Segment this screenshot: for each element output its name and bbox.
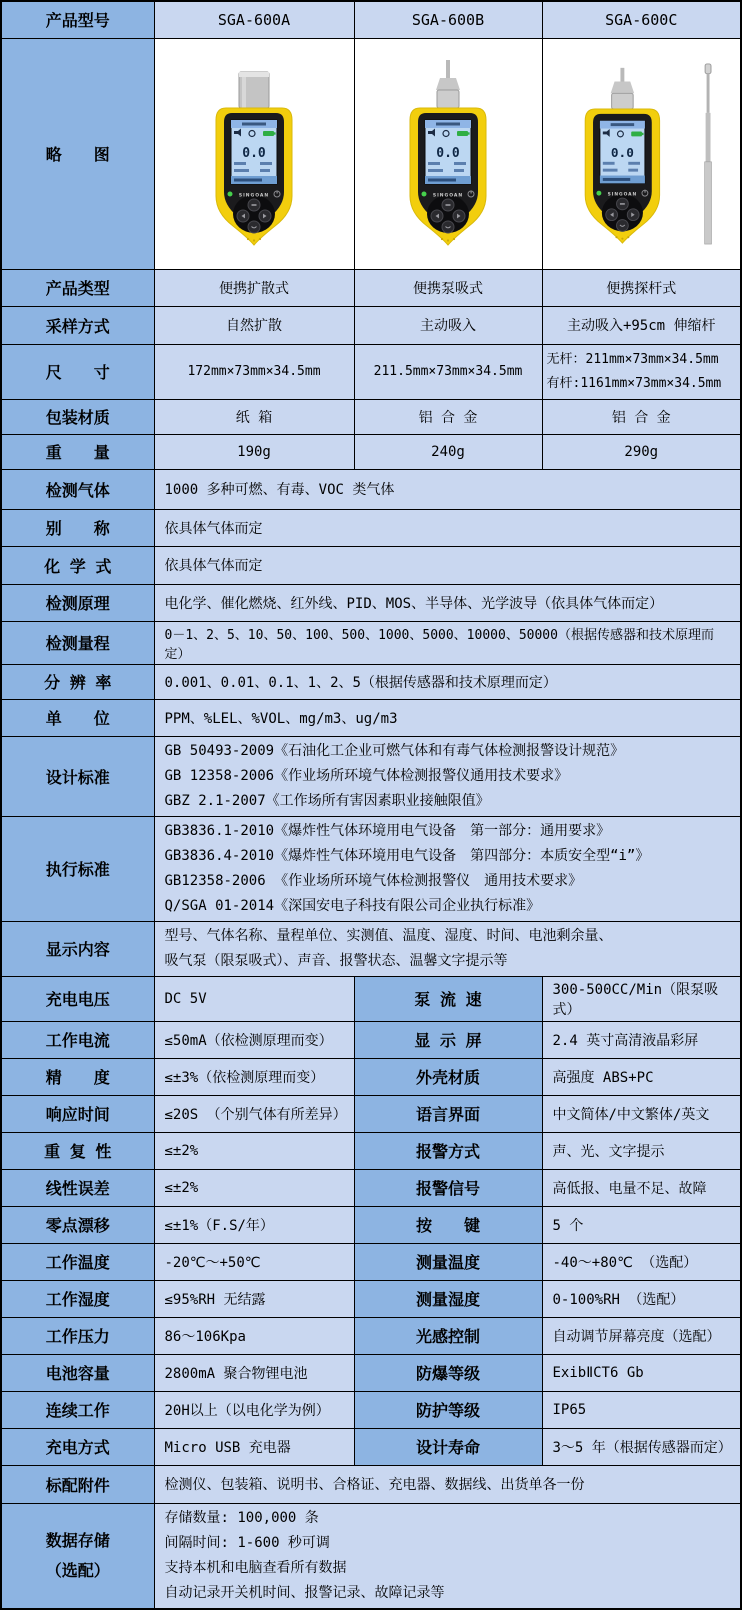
table-row-product-type <box>1 269 741 306</box>
table-row-formula <box>1 546 741 584</box>
photo-cell-sga-600a <box>154 38 354 269</box>
table-row-data-storage <box>1 1503 741 1609</box>
cell-value: 铝 合 金 <box>542 399 741 434</box>
brand-text: SINGOAN <box>238 193 270 198</box>
table-row-spec <box>1 976 741 1021</box>
row-label: 线性误差 <box>1 1169 154 1206</box>
cell-value: 1000 多种可燃、有毒、VOC 类气体 <box>154 469 741 509</box>
row-label: 数据存储 （选配） <box>1 1503 154 1609</box>
row-label: 语言界面 <box>354 1095 542 1132</box>
table-row-gases <box>1 469 741 509</box>
row-label: 防爆等级 <box>354 1354 542 1391</box>
table-row-header <box>1 1 741 38</box>
row-label: 检测量程 <box>1 621 154 664</box>
row-label: 充电电压 <box>1 976 154 1021</box>
cell-value: ExibⅡCT6 Gb <box>542 1354 741 1391</box>
cell-value: 高低报、电量不足、故障 <box>542 1169 741 1206</box>
row-label: 分 辨 率 <box>1 664 154 699</box>
cell-value: -40～+80℃ （选配） <box>542 1243 741 1280</box>
table-row-exec-standards <box>1 816 741 921</box>
cell-value: 0－1、2、5、10、50、100、500、1000、5000、10000、50000（根据传感器和技术原理而定） <box>154 621 741 664</box>
cell-value: 86～106Kpa <box>154 1317 354 1354</box>
device-photo-sga-600b <box>355 58 541 250</box>
model-name-sga-600c: SGA-600C <box>542 1 741 38</box>
telescopic-rod <box>705 63 712 243</box>
row-label: 别 称 <box>1 509 154 546</box>
cell-value: 190g <box>154 434 354 469</box>
table-row-spec <box>1 1243 741 1280</box>
table-row-spec <box>1 1095 741 1132</box>
pump-probe <box>621 67 625 81</box>
brand-text: SINGOAN <box>607 192 638 198</box>
row-label: 采样方式 <box>1 306 154 344</box>
cell-value: 电化学、催化燃烧、红外线、PID、MOS、半导体、光学波导（依具体气体而定） <box>154 584 741 621</box>
row-label: 设计寿命 <box>354 1428 542 1465</box>
table-row-accessories <box>1 1465 741 1503</box>
row-label: 标配附件 <box>1 1465 154 1503</box>
row-label: 充电方式 <box>1 1428 154 1465</box>
header-label: 产品型号 <box>1 1 154 38</box>
device-photo-sga-600c <box>548 58 734 250</box>
cell-value: ≤95%RH 无结露 <box>154 1280 354 1317</box>
table-row-spec <box>1 1428 741 1465</box>
cell-value: 290g <box>542 434 741 469</box>
cell-value: 高强度 ABS+PC <box>542 1058 741 1095</box>
lcd-reading: 0.0 <box>436 145 460 161</box>
cell-value: 0-100%RH （选配） <box>542 1280 741 1317</box>
cell-value: 便携扩散式 <box>154 269 354 306</box>
table-row-packaging <box>1 399 741 434</box>
cell-value: 172mm×73mm×34.5mm <box>154 344 354 399</box>
row-label: 外壳材质 <box>354 1058 542 1095</box>
table-row-sketch <box>1 38 741 269</box>
row-label: 工作温度 <box>1 1243 154 1280</box>
cell-value: 自然扩散 <box>154 306 354 344</box>
pump-probe <box>446 60 450 78</box>
row-label: 检测气体 <box>1 469 154 509</box>
cell-value: 便携探杆式 <box>542 269 741 306</box>
sketch-label: 略 图 <box>1 38 154 269</box>
cell-value: 依具体气体而定 <box>154 546 741 584</box>
cell-value: 检测仪、包装箱、说明书、合格证、充电器、数据线、出货单各一份 <box>154 1465 741 1503</box>
table-row-units <box>1 699 741 736</box>
cell-value: -20℃～+50℃ <box>154 1243 354 1280</box>
cell-value: 型号、气体名称、量程单位、实测值、温度、湿度、时间、电池剩余量、 吸气泵（限泵吸式）、声音、报警状态、温馨文字提示等 <box>154 921 741 976</box>
row-label: 检测原理 <box>1 584 154 621</box>
cell-value: 主动吸入+95cm 伸缩杆 <box>542 306 741 344</box>
cell-value: 铝 合 金 <box>354 399 542 434</box>
row-label: 测量温度 <box>354 1243 542 1280</box>
table-row-spec <box>1 1169 741 1206</box>
table-row-resolution <box>1 664 741 699</box>
cell-value: 20H以上（以电化学为例） <box>154 1391 354 1428</box>
row-label: 产品类型 <box>1 269 154 306</box>
cell-value: 2800mA 聚合物锂电池 <box>154 1354 354 1391</box>
cell-value: 5 个 <box>542 1206 741 1243</box>
cell-value: 2.4 英寸高清液晶彩屏 <box>542 1021 741 1058</box>
row-label: 光感控制 <box>354 1317 542 1354</box>
row-label: 工作压力 <box>1 1317 154 1354</box>
table-row-spec <box>1 1354 741 1391</box>
row-label: 按 键 <box>354 1206 542 1243</box>
table-row-display-content <box>1 921 741 976</box>
row-label: 包装材质 <box>1 399 154 434</box>
cell-value: 3～5 年（根据传感器而定） <box>542 1428 741 1465</box>
photo-cell-sga-600c <box>542 38 741 269</box>
cell-value: 依具体气体而定 <box>154 509 741 546</box>
cell-value: ≤±1%（F.S/年） <box>154 1206 354 1243</box>
cell-value: 240g <box>354 434 542 469</box>
brand-text: SINGOAN <box>432 193 464 198</box>
model-name-sga-600b: SGA-600B <box>354 1 542 38</box>
lcd-reading: 0.0 <box>242 145 266 161</box>
cell-value: 主动吸入 <box>354 306 542 344</box>
row-label: 响应时间 <box>1 1095 154 1132</box>
row-label: 工作电流 <box>1 1021 154 1058</box>
photo-cell-sga-600b <box>354 38 542 269</box>
cell-value: DC 5V <box>154 976 354 1021</box>
row-label: 工作湿度 <box>1 1280 154 1317</box>
table-row-spec <box>1 1391 741 1428</box>
row-label: 重 复 性 <box>1 1132 154 1169</box>
row-label: 执行标准 <box>1 816 154 921</box>
row-label: 连续工作 <box>1 1391 154 1428</box>
cell-value: IP65 <box>542 1391 741 1428</box>
cell-value: 纸 箱 <box>154 399 354 434</box>
table-row-design-standards <box>1 736 741 816</box>
row-label: 泵 流 速 <box>354 976 542 1021</box>
row-label: 重 量 <box>1 434 154 469</box>
cell-value: ≤20S （个别气体有所差异） <box>154 1095 354 1132</box>
cell-value: ≤±2% <box>154 1169 354 1206</box>
cell-value: ≤±2% <box>154 1132 354 1169</box>
row-label: 设计标准 <box>1 736 154 816</box>
row-label: 报警信号 <box>354 1169 542 1206</box>
row-label: 电池容量 <box>1 1354 154 1391</box>
row-label: 报警方式 <box>354 1132 542 1169</box>
table-row-spec <box>1 1206 741 1243</box>
cell-value: Micro USB 充电器 <box>154 1428 354 1465</box>
table-row-weight <box>1 434 741 469</box>
cell-value: 自动调节屏幕亮度（选配） <box>542 1317 741 1354</box>
cell-value: GB 50493-2009《石油化工企业可燃气体和有毒气体检测报警设计规范》 GB 12358-2006《作业场所环境气体检测报警仪通用技术要求》 GBZ 2.1-2007《工作场所有害因素职业接触限值》 <box>154 736 741 816</box>
cell-value: 便携泵吸式 <box>354 269 542 306</box>
row-label: 尺 寸 <box>1 344 154 399</box>
table-row-dimensions <box>1 344 741 399</box>
table-row-sampling <box>1 306 741 344</box>
cell-value: 存储数量: 100,000 条 间隔时间: 1-600 秒可调 支持本机和电脑查看所有数据 自动记录开关机时间、报警记录、故障记录等 <box>154 1503 741 1609</box>
row-label: 显 示 屏 <box>354 1021 542 1058</box>
cell-value: GB3836.1-2010《爆炸性气体环境用电气设备 第一部分：通用要求》 GB3836.4-2010《爆炸性气体环境用电气设备 第四部分：本质安全型“i”》 GB12358-2006 《作业场所环境气体检测报警仪 通用技术要求》 Q/SGA 01-2014《深国安电子科技有限公司企业执行标准》 <box>154 816 741 921</box>
row-label: 防护等级 <box>354 1391 542 1428</box>
row-label: 显示内容 <box>1 921 154 976</box>
table-row-spec <box>1 1280 741 1317</box>
cell-value: 211.5mm×73mm×34.5mm <box>354 344 542 399</box>
cell-value: 无杆：211mm×73mm×34.5mm 有杆:1161mm×73mm×34.5mm <box>542 344 741 399</box>
cell-value: ≤±3%（依检测原理而变） <box>154 1058 354 1095</box>
row-label: 精 度 <box>1 1058 154 1095</box>
table-row-spec <box>1 1058 741 1095</box>
row-label: 单 位 <box>1 699 154 736</box>
lcd-reading: 0.0 <box>611 144 635 160</box>
table-row-spec <box>1 1021 741 1058</box>
row-label: 测量湿度 <box>354 1280 542 1317</box>
cell-value: 声、光、文字提示 <box>542 1132 741 1169</box>
table-row-range <box>1 621 741 664</box>
cell-value: ≤50mA（依检测原理而变） <box>154 1021 354 1058</box>
table-row-principle <box>1 584 741 621</box>
table-row-spec <box>1 1132 741 1169</box>
cell-value: 0.001、0.01、0.1、1、2、5（根据传感器和技术原理而定） <box>154 664 741 699</box>
cell-value: 中文简体/中文繁体/英文 <box>542 1095 741 1132</box>
cell-value: 300-500CC/Min（限泵吸式） <box>542 976 741 1021</box>
table-row-alias <box>1 509 741 546</box>
row-label: 化 学 式 <box>1 546 154 584</box>
row-label: 零点漂移 <box>1 1206 154 1243</box>
cell-value: PPM、%LEL、%VOL、mg/m3、ug/m3 <box>154 699 741 736</box>
model-name-sga-600a: SGA-600A <box>154 1 354 38</box>
device-photo-sga-600a <box>161 58 347 250</box>
table-row-spec <box>1 1317 741 1354</box>
